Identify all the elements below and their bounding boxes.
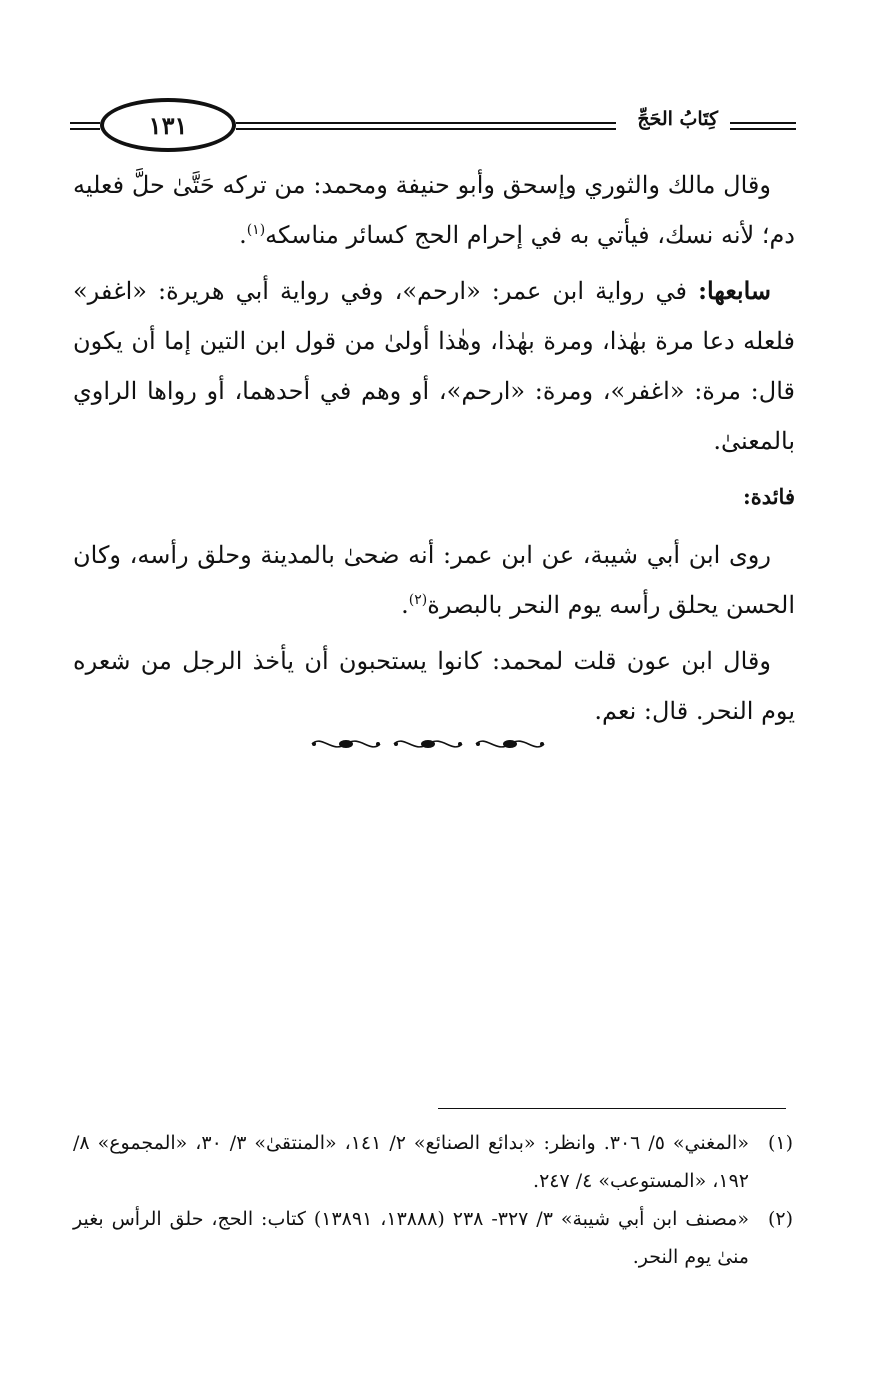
paragraph-2: [73, 266, 795, 466]
paragraph-3-text: روى ابن أبي شيبة، عن ابن عمر: أنه ضحىٰ بالمدينة وحلق رأسه، وكان الحسن يحلق رأسه يوم النحر بالبصرة: [73, 541, 795, 619]
paragraph-1: [73, 160, 795, 260]
main-text: [73, 160, 795, 742]
running-title: كِتَابُ الحَجِّ: [637, 108, 718, 130]
footnote-divider: [438, 1108, 786, 1109]
footnote-text: «مصنف ابن أبي شيبة» ٣/ ٣٢٧- ٢٣٨ (١٣٨٨٨، ١٣٨٩١) كتاب: الحج، حلق الرأس بغير منىٰ يوم النحر.: [73, 1208, 749, 1268]
footnote-2: [73, 1200, 793, 1276]
paragraph-2-text: في رواية ابن عمر: «ارحم»، وفي رواية أبي هريرة: «اغفر» فلعله دعا مرة بهٰذا، ومرة بهٰذا، وهٰذا أولىٰ من قول ابن التين إما أن يكون قال: مرة: «اغفر»، ومرة: «ارحم»، أو وهم في أحدهما، أو رواها الراوي بالمعنىٰ.: [73, 277, 795, 455]
ornament-flourish-icon: [310, 734, 382, 754]
footnote-text: «المغني» ٥/ ٣٠٦. وانظر: «بدائع الصنائع» ٢/ ١٤١، «المنتقىٰ» ٣/ ٣٠، «المجموع» ٨/ ١٩٢، «المستوعب» ٤/ ٢٤٧.: [73, 1132, 749, 1192]
paragraph-1-text: وقال مالك والثوري وإسحق وأبو حنيفة ومحمد: من تركه حَتَّىٰ حلَّ فعليه دم؛ لأنه نسك، فيأتي به في إحرام الحج كسائر مناسكه: [73, 171, 795, 249]
footnote-number: (٢): [767, 1208, 793, 1230]
header-rule-right-2: [730, 128, 796, 130]
footnote-number: (١): [767, 1132, 793, 1154]
page-header: [70, 92, 796, 164]
section-ornament: [310, 734, 546, 758]
paragraph-3: [73, 530, 795, 630]
header-rule-left-2: [70, 128, 100, 130]
paragraph-2-lead: سابعها:: [698, 276, 771, 305]
ornament-flourish-icon: [392, 734, 464, 754]
paragraph-3-end: .: [401, 591, 409, 619]
ornament-flourish-icon: [474, 734, 546, 754]
header-rule-right: [730, 122, 796, 124]
paragraph-4: وقال ابن عون قلت لمحمد: كانوا يستحبون أن يأخذ الرجل من شعره يوم النحر. قال: نعم.: [73, 647, 795, 725]
header-rule-middle: [236, 122, 616, 124]
footnotes: [73, 1124, 793, 1276]
page-number: ١٣١: [100, 98, 236, 152]
footnote-ref-2: (٢): [408, 592, 428, 608]
header-rule-left: [70, 122, 100, 124]
paragraph-1-end: .: [239, 221, 247, 249]
section-label: فائدة:: [742, 484, 795, 509]
footnote-ref-1: (١): [246, 222, 266, 238]
header-rule-middle-2: [236, 128, 616, 130]
footnote-1: [73, 1124, 793, 1200]
